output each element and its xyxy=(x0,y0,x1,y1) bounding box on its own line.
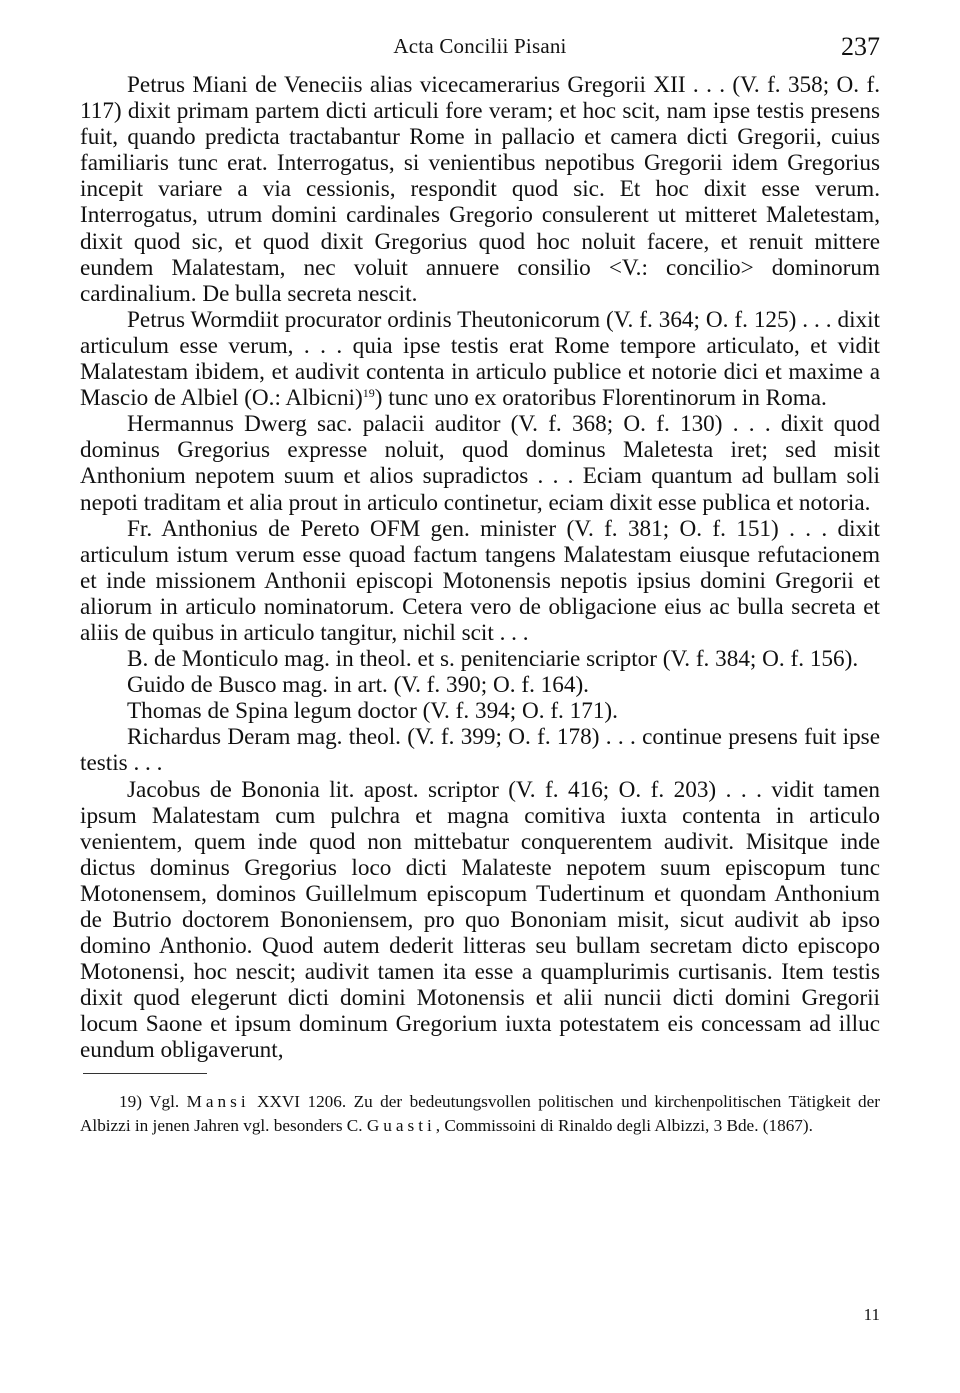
footnote-reference: 19 xyxy=(362,386,375,401)
sheet-signature: 11 xyxy=(863,1305,880,1324)
paragraph-text: Petrus Wormdiit procurator ordinis Theutonicorum (V. f. 364; O. f. 125) . . . dixit articulum esse verum, . . . quia ipse testis erat Rome tempore articulato, et vidit Malatestam ibidem, et audivit contenta in articulo publice et notorie dici et maxime a Mascio de Albiel (O.: Albicni) xyxy=(80,306,880,412)
paragraph-richardus-deram: Richardus Deram mag. theol. (V. f. 399; O. f. 178) . . . continue presens fuit ipse testis . . . xyxy=(80,724,880,777)
footnote-number: 19) Vgl. xyxy=(119,1091,180,1111)
paragraph-thomas-de-spina: Thomas de Spina legum doctor (V. f. 394; O. f. 171). xyxy=(127,698,618,725)
paragraph-text-tail: tunc uno ex oratoribus Florentinorum in Roma. xyxy=(382,385,827,412)
paragraph-guido-de-busco: Guido de Busco mag. in art. (V. f. 390; O. f. 164). xyxy=(127,672,589,699)
paragraph-b-de-monticulo: B. de Monticulo mag. in theol. et s. penitenciarie scriptor (V. f. 384; O. f. 156). xyxy=(127,646,859,673)
paragraph-petrus-miani: Petrus Miani de Veneciis alias vicecamerarius Gregorii XII . . . (V. f. 358; O. f. 117) dixit primam partem dicti articuli fore veram; et hoc scit, nam ipse testis presens fuit, quando predicta tractabantur Rome in pallacio et camera dicti Gregorii, cuius familiaris tunc erat. Interrogatus, si venientibus nepotibus Gregorii idem Gregorius incepit variare a via cessionis, respondit quod sic. Et hoc dixit esse verum. Interrogatus, utrum domini cardinales Gregorio consulerent ut mitteret Maletestam, dixit quod sic, et quod dixit Gregorius quod hoc noluit facere, et renuit mittere eundem Malatestam, nec voluit annuere consilio <V.: concilio> dominorum cardinalium. De bulla secreta nescit. xyxy=(80,72,880,307)
footnote-text: XXVI 1206. Zu der bedeutungsvollen politischen und kirchenpolitischen Tätigkeit der Albizzi in jenen Jahren vgl. besonders C. xyxy=(80,1091,880,1136)
page-number: 237 xyxy=(841,32,880,61)
body-text xyxy=(80,72,880,1064)
footnote xyxy=(80,1090,880,1140)
footnote-rule xyxy=(83,1073,207,1074)
footnote-author-mansi: Mansi xyxy=(186,1091,250,1111)
running-title: Acta Concilii Pisani xyxy=(393,34,567,58)
paragraph-jacobus-de-bononia: Jacobus de Bononia lit. apost. scriptor (V. f. 416; O. f. 203) . . . vidit tamen ipsum Malatestam cum pulchra et magna comitiva iuxta contenta in articulo venientem, quem inde quod non mittebatur conquerentem audivit. Misitque inde dictus dominus Gregorius loco dicti Malateste nepotem suum episcopum tunc Motonensem, dominos Guillelmum episcopum Tudertinum et quondam Anthonium de Butrio doctorem Bononiensem, pro quo Bononiam misit, sicut audivit ab ipso domino Anthonio. Quod autem dederit litteras seu bullam secretam dicto episcopo Motonensi, hoc nescit; audivit tamen ita esse a quamplurimis curtisanis. Item testis dixit quod elegerunt dicti domini Motonensis et alii nuncii dicti domini Gregorii locum Saone et ipsum dominum Gregorium iuxta potestatem eis concessam ad illuc eundum obligaverunt, xyxy=(80,776,880,1064)
running-head xyxy=(80,28,880,72)
footnote-author-guasti: Guasti xyxy=(366,1116,436,1136)
paragraph-hermannus-dwerg: Hermannus Dwerg sac. palacii auditor (V. f. 368; O. f. 130) . . . dixit quod dominus Gregorius expresse noluit, quod dominus Maletesta iret; sed misit Anthonium nepotem suum et alios supradictos . . . Eciam quantum ad bullam soli nepoti traditam et alia prout in articulo continetur, eciam dixit esse publica et notoria. xyxy=(80,411,880,516)
paragraph-anthonius-de-pereto: Fr. Anthonius de Pereto OFM gen. minister (V. f. 381; O. f. 151) . . . dixit articulum istum verum esse quoad factum tangens Malatestam eiusque refutacionem et inde missionem Anthonii episcopi Motonensis nepotis ipsius domini Gregorii et aliorum in articulo nominatorum. Cetera vero de obligacione eius ac bulla secreta et aliis de quibus in articulo tangitur, nichil scit . . . xyxy=(80,515,880,646)
paragraph-petrus-wormdiit: Petrus Wormdiit procurator ordinis Theutonicorum (V. f. 364; O. f. 125) . . . dixit articulum esse verum, . . . quia ipse testis erat Rome tempore articulato, et vidit Malatestam ibidem, et audivit contenta in articulo publice et notorie dici et maxime a Mascio de Albiel (O.: Albicni)$^{19}$) tunc uno ex oratoribus Florentinorum in Roma. xyxy=(80,306,880,412)
footnote-text-end: , Commissoini di Rinaldo degli Albizzi, 3 Bde. (1867). xyxy=(435,1116,813,1136)
page xyxy=(80,28,880,1139)
